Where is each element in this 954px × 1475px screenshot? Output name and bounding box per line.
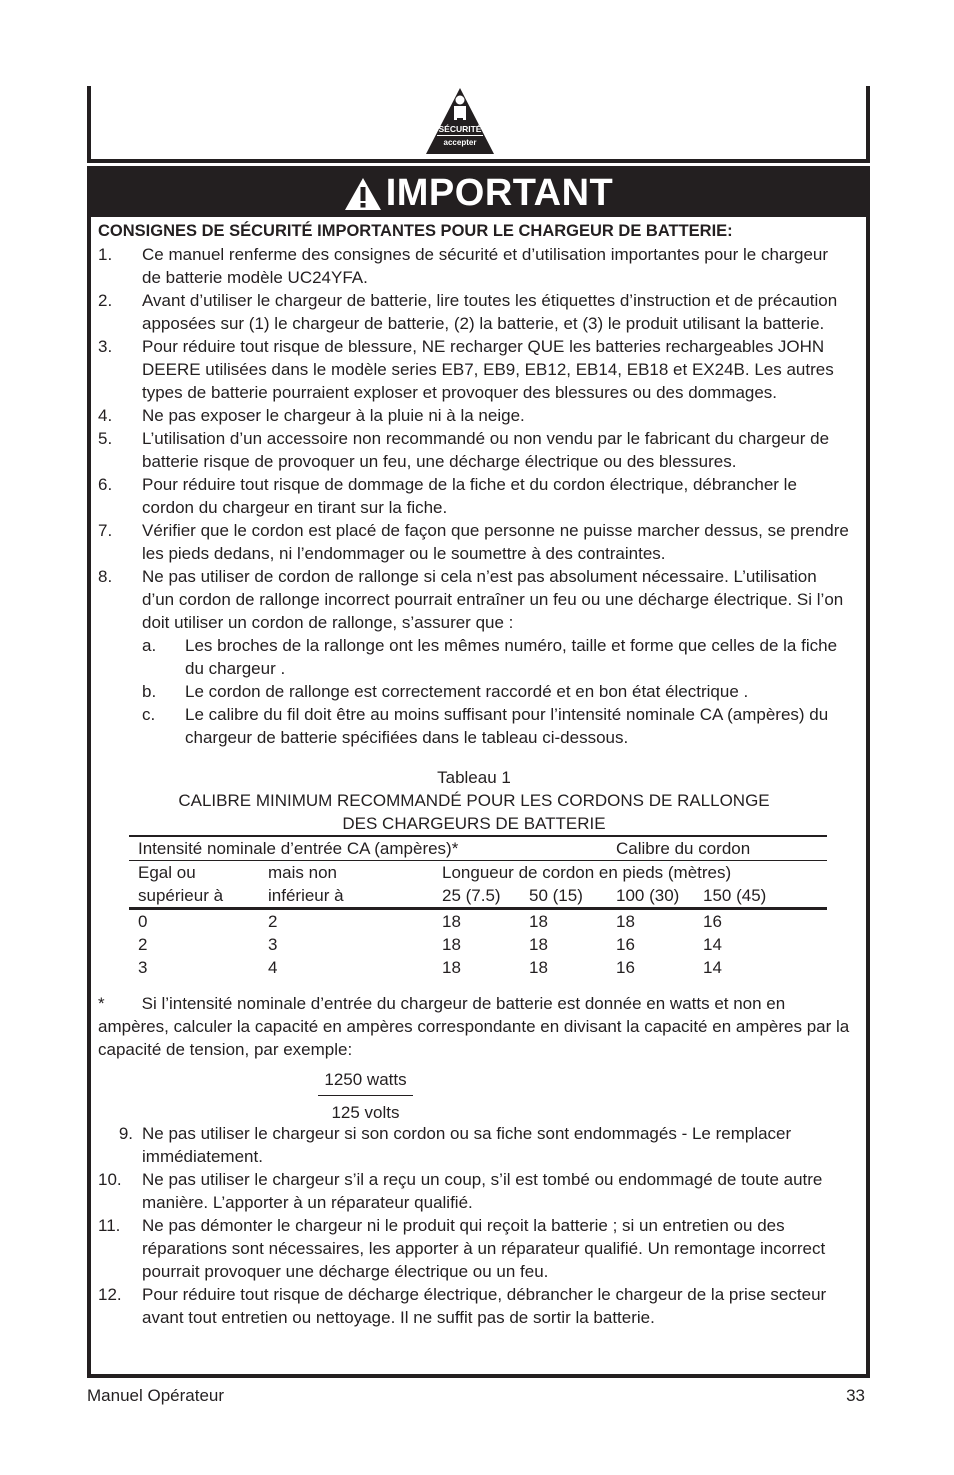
header-cord-length: Longueur de cordon en pieds (mètres) bbox=[433, 861, 827, 885]
table-header-row bbox=[129, 861, 827, 885]
table-cell: 4 bbox=[268, 958, 278, 977]
header-cell: Egal ou bbox=[129, 861, 259, 885]
item-number: 9. bbox=[118, 1124, 133, 1143]
header-cord-gauge: Calibre du cordon bbox=[607, 836, 827, 861]
item-number: 8. bbox=[98, 567, 113, 586]
item-text: Ne pas utiliser le chargeur si son cordon ou sa fiche sont endommagés - Le remplacer immédiatement. bbox=[142, 1124, 792, 1166]
table-caption bbox=[98, 766, 850, 835]
item-number: 2. bbox=[98, 291, 113, 310]
header-cell: 25 (7.5) bbox=[442, 886, 501, 905]
table-cell: 18 bbox=[529, 935, 548, 954]
list-item bbox=[98, 1122, 850, 1168]
sub-item-letter: b. bbox=[142, 682, 157, 701]
header-cell: inférieur à bbox=[268, 886, 344, 905]
banner-title: IMPORTANT bbox=[385, 172, 614, 214]
table-cell: 16 bbox=[616, 958, 635, 977]
list-item bbox=[98, 335, 850, 404]
table-cell: 2 bbox=[259, 909, 433, 934]
list-item bbox=[98, 565, 850, 634]
sub-item-text: Les broches de la rallonge ont les mêmes numéro, taille et forme que celles de la fiche du chargeur . bbox=[185, 636, 838, 678]
item-number: 12. bbox=[98, 1285, 122, 1304]
header-cell: supérieur à bbox=[138, 886, 224, 905]
item-text: Pour réduire tout risque de dommage de la fiche et du cordon électrique, débrancher le cordon du chargeur en tirant sur la fiche. bbox=[142, 475, 797, 517]
table-header-row bbox=[129, 836, 827, 861]
sub-item bbox=[142, 680, 850, 703]
table-cell: 18 bbox=[529, 958, 548, 977]
fraction-numerator: 1250 watts bbox=[318, 1068, 413, 1096]
table-cell: 3 bbox=[138, 958, 148, 977]
table-cell: 14 bbox=[703, 958, 722, 977]
item-text: Pour réduire tout risque de blessure, NE recharger QUE les batteries rechargeables JOHN DEERE utilisées dans le modèle series EB7, EB9, EB12, EB14, EB18 et EX24B. Les autres types de batterie pourraient exploser et provoquer des blessures ou des dommages. bbox=[142, 337, 834, 402]
table-title-line2: DES CHARGEURS DE BATTERIE bbox=[342, 814, 606, 833]
header-input-rating: Intensité nominale d’entrée CA (ampères)* bbox=[129, 836, 607, 861]
important-box bbox=[87, 166, 870, 1378]
sub-item bbox=[142, 703, 850, 749]
list-item bbox=[98, 1168, 850, 1214]
safety-content bbox=[98, 217, 850, 1329]
safety-sublabel: accepter bbox=[443, 138, 477, 147]
item-number: 11. bbox=[98, 1216, 121, 1235]
important-banner bbox=[91, 170, 866, 217]
sub-item-text: Le cordon de rallonge est correctement raccordé et en bon état électrique . bbox=[185, 682, 749, 701]
sub-item-letter: c. bbox=[142, 705, 156, 724]
item-text: Ne pas utiliser de cordon de rallonge si cela n’est pas absolument nécessaire. L’utilisation d’un cordon de rallonge incorrect pourrait entraîner un feu ou une décharge électrique. Si l’on doit utiliser un cordon de rallonge, s’assurer que : bbox=[142, 567, 844, 632]
sub-item bbox=[142, 634, 850, 680]
item-text: L’utilisation d’un accessoire non recommandé ou non vendu par le fabricant du chargeur de batterie risque de provoquer un feu, une décharge électrique ou des blessures. bbox=[142, 429, 830, 471]
item-text: Ne pas utiliser le chargeur s’il a reçu un coup, s’il est tombé ou endommagé de toute autre manière. L’apporter à un réparateur qualifié. bbox=[142, 1170, 823, 1212]
sub-item-letter: a. bbox=[142, 636, 157, 655]
header-cell: 150 (45) bbox=[703, 886, 767, 905]
table-cell: 18 bbox=[442, 935, 461, 954]
cord-gauge-table bbox=[129, 835, 827, 979]
table-cell: 18 bbox=[520, 909, 607, 934]
list-item bbox=[98, 404, 850, 427]
footer-manual-title: Manuel Opérateur bbox=[87, 1386, 225, 1405]
table-cell: 16 bbox=[694, 909, 827, 934]
table-cell: 14 bbox=[703, 935, 722, 954]
fraction-denominator: 125 volts bbox=[331, 1103, 400, 1122]
list-item bbox=[98, 473, 850, 519]
table-row bbox=[129, 956, 827, 979]
table-number: Tableau 1 bbox=[437, 768, 511, 787]
table-cell: 3 bbox=[268, 935, 278, 954]
list-item bbox=[98, 289, 850, 335]
table-row bbox=[129, 909, 827, 934]
item-number: 1. bbox=[98, 245, 113, 264]
table-cell: 16 bbox=[616, 935, 635, 954]
sub-item-text: Le calibre du fil doit être au moins suffisant pour l’intensité nominale CA (ampères) du chargeur de batterie spécifiées dans le tableau ci-dessous. bbox=[185, 705, 829, 747]
item-text: Vérifier que le cordon est placé de façon que personne ne puisse marcher dessus, se prendre les pieds dedans, ni l’endommager ou le soumettre à des contraintes. bbox=[142, 521, 849, 563]
example-fraction bbox=[318, 1068, 413, 1122]
list-item bbox=[98, 427, 850, 473]
table-cell: 18 bbox=[433, 909, 520, 934]
item-number: 5. bbox=[98, 429, 113, 448]
item-number: 3. bbox=[98, 337, 113, 356]
safety-accepted-icon bbox=[424, 86, 496, 156]
warning-triangle-icon bbox=[344, 176, 382, 212]
item-text: Ne pas démonter le chargeur ni le produit qui reçoit la batterie ; si un entretien ou des réparations sont nécessaires, les apporter à un réparateur qualifié. Un remontage incorrect pourrait provoquer une décharge électrique ou un feu. bbox=[142, 1216, 826, 1281]
item-number: 4. bbox=[98, 406, 113, 425]
item-number: 10. bbox=[98, 1170, 122, 1189]
table-header-row bbox=[129, 884, 827, 909]
safety-label: SÉCURITÉ bbox=[438, 124, 482, 134]
item-text: Ce manuel renferme des consignes de sécurité et d’utilisation importantes pour le chargeur de batterie modèle UC24YFA. bbox=[142, 245, 829, 287]
table-cell: 18 bbox=[607, 909, 694, 934]
item-text: Avant d’utiliser le chargeur de batterie, lire toutes les étiquettes d’instruction et de précaution apposées sur (1) le chargeur de batterie, (2) la batterie, et (3) le produit utilisant la batterie. bbox=[142, 291, 838, 333]
item-number: 6. bbox=[98, 475, 113, 494]
table-title: CALIBRE MINIMUM RECOMMANDÉ POUR LES CORDONS DE RALLONGE bbox=[178, 791, 770, 810]
item-text: Pour réduire tout risque de décharge électrique, débrancher le chargeur de la prise secteur avant tout entretien ou nettoyage. Il ne suffit pas de sortir la batterie. bbox=[142, 1285, 827, 1327]
list-item bbox=[98, 1283, 850, 1329]
footnote bbox=[98, 992, 850, 1061]
section-heading: CONSIGNES DE SÉCURITÉ IMPORTANTES POUR LE CHARGEUR DE BATTERIE: bbox=[98, 222, 733, 240]
table-cell: 0 bbox=[129, 909, 259, 934]
footnote-text: Si l’intensité nominale d’entrée du chargeur de batterie est donnée en watts et non en ampères, calculer la capacité en ampères correspondante en divisant la capacité en ampères par la capacité de tension, par exemple: bbox=[98, 994, 850, 1059]
header-cell: mais non bbox=[259, 861, 433, 885]
list-item bbox=[98, 1214, 850, 1283]
header-cell: 100 (30) bbox=[616, 886, 680, 905]
table-row bbox=[129, 933, 827, 956]
list-item bbox=[98, 243, 850, 289]
header-cell: 50 (15) bbox=[529, 886, 583, 905]
page-number: 33 bbox=[846, 1386, 865, 1405]
table-cell: 2 bbox=[138, 935, 148, 954]
item-number: 7. bbox=[98, 521, 113, 540]
footnote-mark: * bbox=[98, 994, 105, 1013]
item-text: Ne pas exposer le chargeur à la pluie ni à la neige. bbox=[142, 406, 525, 425]
list-item bbox=[98, 519, 850, 565]
table-cell: 18 bbox=[442, 958, 461, 977]
